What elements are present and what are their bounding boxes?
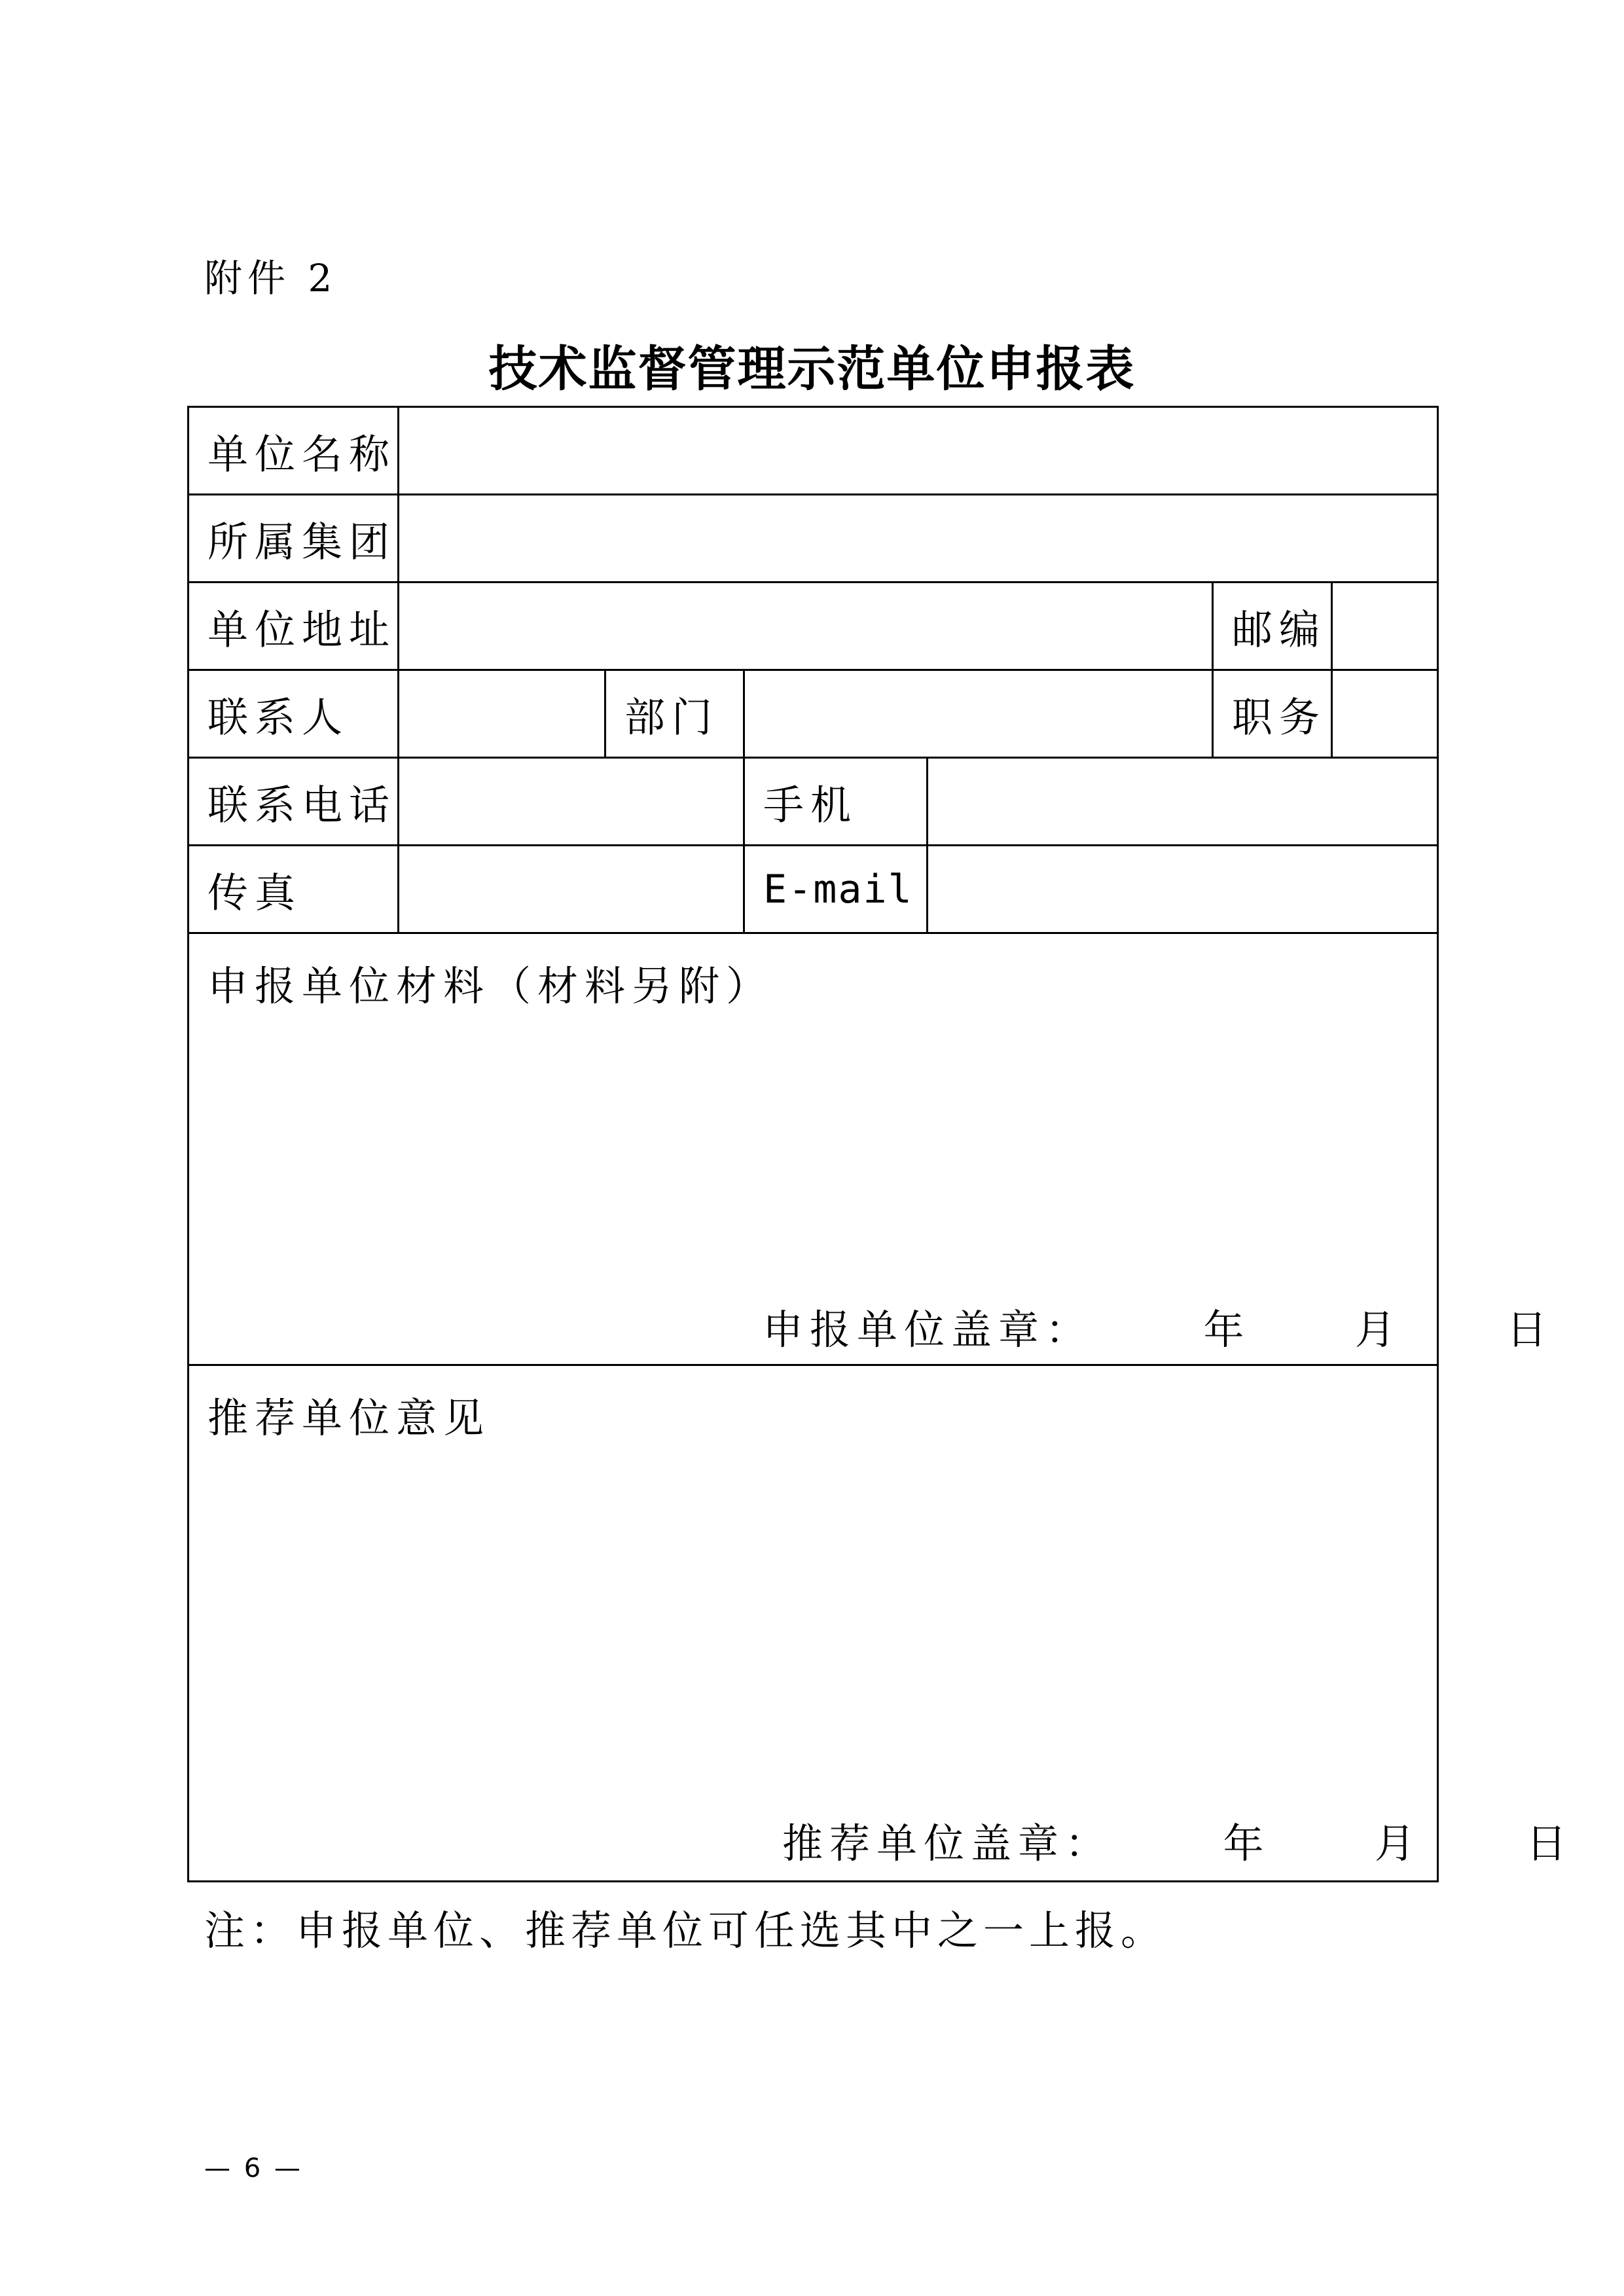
unit-name-field[interactable] (397, 408, 1437, 493)
phone-label-cell (189, 759, 397, 844)
row-fax (189, 846, 1437, 934)
address-field[interactable] (397, 583, 1212, 669)
row-recommend (189, 1366, 1574, 1884)
row-address (189, 583, 1437, 671)
row-contact (189, 671, 1437, 759)
department-label-cell (604, 671, 743, 757)
applicant-seal-label: 申报单位盖章： (763, 1306, 1093, 1354)
fax-label-cell (189, 846, 397, 932)
address-label-cell (189, 583, 397, 669)
recommend-label: 推荐单位意见 (208, 1394, 491, 1442)
applicant-month: 月 (1354, 1306, 1402, 1354)
mobile-label-cell (743, 759, 926, 844)
position-label: 职务 (1232, 693, 1327, 741)
email-field[interactable] (926, 846, 1437, 932)
fax-label: 传真 (208, 869, 302, 916)
attachment-label: 附件 2 (204, 256, 338, 300)
fax-field[interactable] (397, 846, 743, 932)
recommender-seal-label: 推荐单位盖章： (782, 1820, 1113, 1867)
row-unit-name (189, 408, 1437, 495)
applicant-seal-line (763, 1297, 1553, 1355)
materials-field[interactable] (189, 934, 1554, 1364)
materials-label: 申报单位材料（材料另附） (208, 962, 774, 1010)
group-label-cell (189, 495, 397, 581)
address-label: 单位地址 (208, 605, 397, 653)
phone-field[interactable] (397, 759, 743, 844)
postcode-field[interactable] (1331, 583, 1437, 669)
email-label-cell (743, 846, 926, 932)
form-title: 技术监督管理示范单位申报表 (488, 341, 1136, 397)
contact-field[interactable] (397, 671, 604, 757)
department-label: 部门 (624, 693, 719, 741)
recommender-month: 月 (1374, 1820, 1422, 1867)
group-label: 所属集团 (208, 518, 397, 565)
footnote: 注：申报单位、推荐单位可任选其中之一上报。 (204, 1907, 1167, 1954)
phone-label: 联系电话 (208, 781, 397, 829)
contact-label: 联系人 (208, 693, 350, 741)
applicant-day: 日 (1506, 1306, 1554, 1354)
contact-label-cell (189, 671, 397, 757)
row-materials (189, 934, 1554, 1366)
postcode-label-cell (1212, 583, 1331, 669)
postcode-label: 邮编 (1232, 605, 1327, 653)
application-form (187, 406, 1574, 1882)
position-field[interactable] (1331, 671, 1437, 757)
page-number: — 6 — (204, 2153, 303, 2183)
recommender-year: 年 (1223, 1820, 1271, 1867)
row-phone (189, 759, 1437, 846)
mobile-field[interactable] (926, 759, 1437, 844)
position-label-cell (1212, 671, 1331, 757)
recommender-seal-line (782, 1811, 1573, 1869)
row-group (189, 495, 1437, 583)
department-field[interactable] (743, 671, 1212, 757)
unit-name-label-cell (189, 408, 397, 493)
recommender-day: 日 (1526, 1820, 1574, 1867)
mobile-label: 手机 (763, 781, 858, 829)
unit-name-label: 单位名称 (208, 430, 397, 478)
applicant-year: 年 (1203, 1306, 1251, 1354)
recommend-field[interactable] (189, 1366, 1574, 1884)
group-field[interactable] (397, 495, 1437, 581)
email-label: E-mail (763, 866, 913, 912)
